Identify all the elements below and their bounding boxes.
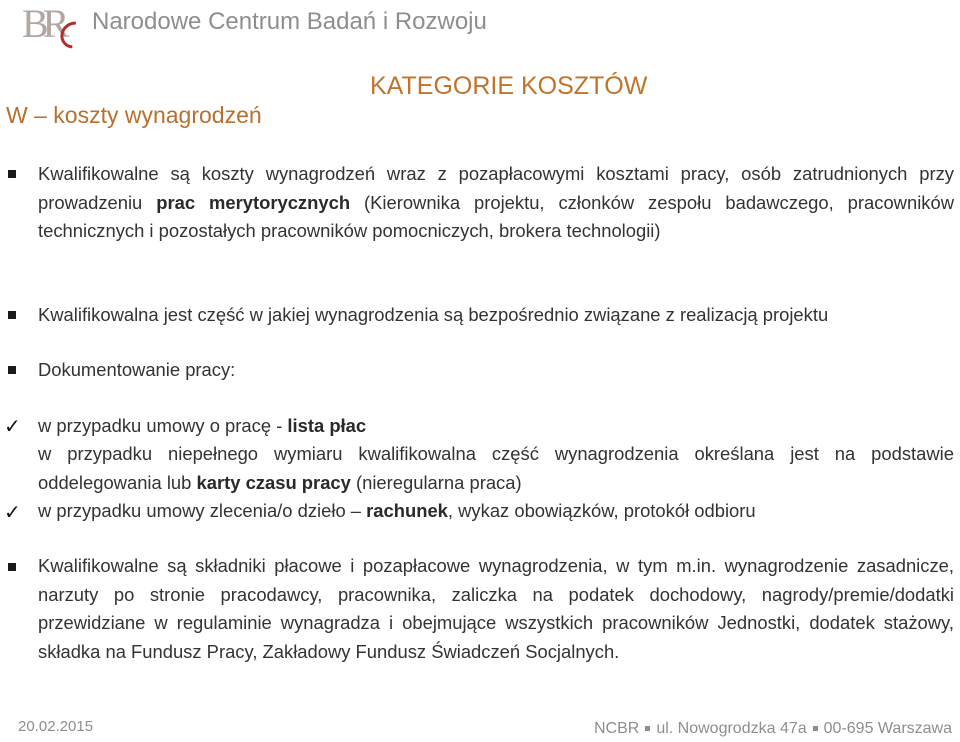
footer-address: NCBR ul. Nowogrodzka 47a 00-695 Warszawa	[593, 720, 952, 737]
check-icon: ✓	[4, 414, 21, 438]
paragraph-documentation: Dokumentowanie pracy:	[38, 359, 236, 380]
org-name: Narodowe Centrum Badań i Rozwoju	[92, 8, 487, 35]
paragraph-eligible-salaries: Kwalifikowalne są koszty wynagrodzeń wraz z pozapłacowymi kosztami pracy, osób zatrudnionych przy prowadzeniu prac merytorycznych (Kierownika projektu, członków zespołu badawczego, pracowników technicznych i pozostałych pracowników pomocniczych, brokera technologii)	[38, 163, 954, 242]
footer-date: 20.02.2015	[18, 718, 94, 735]
page-title: KATEGORIE KOSZTÓW	[370, 72, 648, 100]
square-bullet-icon	[8, 170, 16, 178]
paragraph-salary-components: Kwalifikowalne są składniki płacowe i pozapłacowe wynagrodzenia, w tym m.in. wynagrodzenie zasadnicze, narzuty po stronie pracodawcy, pracownika, zaliczka na podatek dochodowy, nagrody/premie/dodatki przewidziane w regulaminie wynagradza i obejmujące wszystkich pracowników Jednostki, dodatek stażowy, składka na Fundusz Pracy, Zakładowy Fundusz Świadczeń Socjalnych.	[38, 555, 954, 662]
item-employment-contract: w przypadku umowy o pracę - lista płac	[38, 415, 367, 436]
paragraph-eligible-part: Kwalifikowalna jest część w jakiej wynagrodzenia są bezpośrednio związane z realizacją projektu	[38, 304, 829, 325]
square-bullet-icon	[8, 366, 16, 374]
check-icon: ✓	[4, 500, 21, 524]
item-civil-contract: w przypadku umowy zlecenia/o dzieło – rachunek, wykaz obowiązków, protokół odbioru	[38, 500, 756, 521]
item-part-time: w przypadku niepełnego wymiaru kwalifikowalna część wynagrodzenia określana jest na podstawie oddelegowania lub karty czasu pracy (nieregularna praca)	[38, 443, 954, 493]
square-bullet-icon	[8, 311, 16, 319]
square-bullet-icon	[8, 563, 16, 571]
section-title: W – koszty wynagrodzeń	[6, 102, 262, 128]
ncbr-logo: BR	[18, 4, 84, 50]
